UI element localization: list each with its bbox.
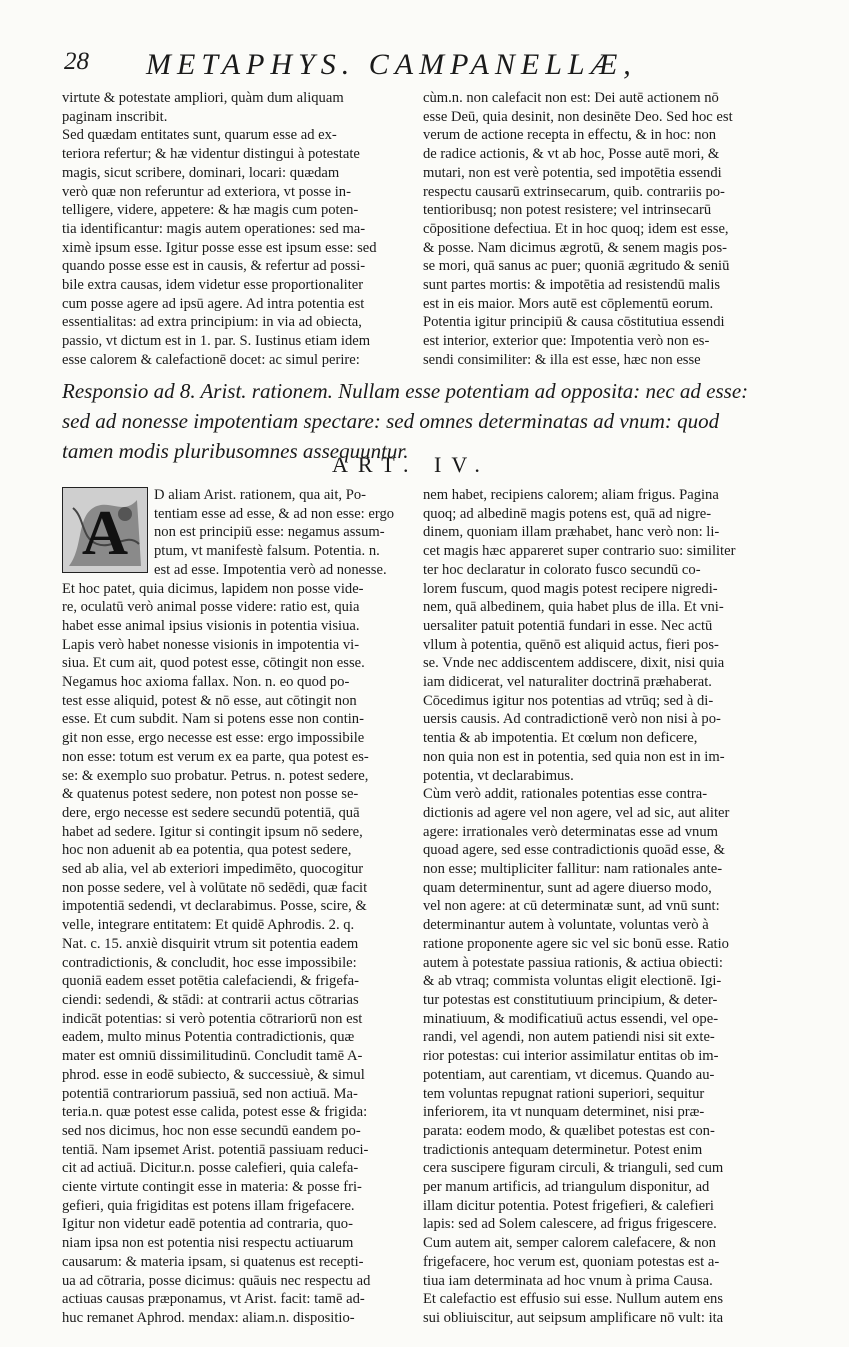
top-left-line: paginam inscribit. (62, 108, 168, 125)
bottom-left-line: ptum, vt manifestè falsum. Potentia. n. (154, 543, 380, 560)
bottom-right-line: potentia, vt declarabimus. (423, 767, 574, 784)
bottom-left-line: quoniā eadem esset potētia calefaciendi, & frigefa- (62, 973, 359, 990)
top-right-line: cōpositione defectiua. Et in hoc quoq; idem est esse, (423, 220, 729, 237)
heading-line: Responsio ad 8. Arist. rationem. Nullam esse potentiam ad opposita: nec ad esse: sed ad non (62, 379, 749, 433)
top-left-line: teriora refertur; & hæ videntur distingui à potestate (62, 146, 360, 163)
top-left-line: essentialitas: ad extra principium: in via ad obiecta, (62, 314, 362, 331)
top-left-line: ximè ipsum esse. Igitur posse esse est ipsum esse: sed (62, 239, 377, 256)
bottom-right-line: iam didicerat, vel naturaliter doctrinā præhaberat. (423, 674, 712, 691)
bottom-left-line: Et hoc patet, quia dicimus, lapidem non posse vide- (62, 580, 364, 597)
bottom-right-line: tradictionis antequam determinetur. Potest enim (423, 1141, 703, 1158)
top-left-line: quando posse esse est in causis, & refertur ad possi- (62, 258, 366, 275)
bottom-left-line: Igitur non videtur eadē potentia ad contraria, quo- (62, 1216, 353, 1233)
bottom-left-line: potentiā contrariorum passiuā, sed non actiuā. Ma- (62, 1085, 358, 1102)
heading-line: omnes assequuntur. (244, 439, 409, 463)
top-right-line: & posse. Nam dicimus ægrotū, & senem magis pos- (423, 239, 728, 256)
top-right-line: sendi consimiliter: & illa est esse, hæc non esse (423, 351, 701, 368)
top-left-line: bile extra causas, idem videtur esse proportionaliter (62, 277, 364, 294)
bottom-left-line: tentiam esse ad esse, & ad non esse: ergo (154, 505, 395, 522)
bottom-left-line: cit ad actiuā. Dicitur.n. posse calefieri, quia calefa- (62, 1160, 359, 1177)
drop-cap-letter: A (81, 497, 129, 568)
bottom-left-line: Nat. c. 15. anxiè disquirit vtrum sit potentia eadem (62, 935, 359, 952)
bottom-right-line: inferiorem, ita vt nunquam determinet, nisi præ- (423, 1104, 705, 1121)
bottom-left-line: gefieri, quia frigiditas est potens illam frigefacere. (62, 1197, 355, 1214)
running-head (64, 48, 784, 82)
bottom-right-line: quoq; ad albedinē magis potens est, quā ad nigre- (423, 505, 712, 522)
article-title: ART. IV. (332, 452, 490, 477)
top-right-line: est interior, exterior que: Impotentia verò non es- (423, 333, 710, 350)
bottom-left-line: Negamus hoc axioma fallax. Non. n. eo quod po- (62, 674, 350, 691)
bottom-right-line: ratione proponente agere sic vel sic bonū esse. Ratio (423, 935, 729, 952)
bottom-left-line: habet esse animal ipsius visionis in potentia visiua. (62, 617, 360, 634)
bottom-left-line: est ad esse. Impotentia verò ad nonesse. (154, 561, 387, 578)
bottom-right-line: lorem fuscum, quod magis potest recipere nigredi- (423, 580, 718, 597)
top-right-line: sunt partes mortis: & impotētia ad resistendū malis (423, 277, 721, 294)
top-left-column (62, 89, 417, 370)
bottom-right-line: agere: irrationales verò determinatas esse ad vnum (423, 823, 718, 840)
bottom-left-line: velle, integrare entitatem: Et quidē Aphrodis. 2. q. (62, 917, 355, 934)
top-right-line: respectu causarū extrinsecarum, quib. contrariis po- (423, 183, 725, 200)
bottom-right-line: tem voluntas repugnat rationi superiori, sequitur (423, 1085, 705, 1102)
running-title: METAPHYS. CAMPANELLÆ, (146, 48, 637, 81)
top-left-line: telligere, videre, appetere: & hæ magis cum poten- (62, 202, 359, 219)
bottom-right-line: Cùm verò addit, rationales potentias esse contra- (423, 786, 708, 803)
bottom-right-line: dinem, quoniam illam præhabet, hanc verò non: li- (423, 524, 720, 541)
bottom-right-line: & ab vtraq; commista voluntas eligit electionē. Igi- (423, 973, 722, 990)
bottom-right-line: potentiam, aut carentiam, vt dicemus. Quando au- (423, 1066, 715, 1083)
bottom-right-line: Cum autem ait, semper calorem calefacere, & non (423, 1235, 716, 1252)
bottom-left-line: & quatenus potest sedere, non potest non posse se- (62, 786, 359, 803)
bottom-left-line: niam ipsa non est potentia nisi respectu actiuarum (62, 1235, 354, 1252)
bottom-left-line: dere, ergo necesse est sedere secundū potentiā, quā (62, 804, 360, 821)
bottom-left-line: sed nos dicimus, hoc non esse secundū eandem po- (62, 1122, 361, 1139)
heading-line: esse impotentiam spectare: sed omnes determinatas ad vnum: quod tamen modis pluribus (62, 409, 720, 463)
bottom-right-line: cet magis hæc appareret super contrario suo: similiter (423, 543, 736, 560)
bottom-right-line: ter hoc declaratur in colorato fusco secundū co- (423, 561, 701, 578)
bottom-left-line: teria.n. quæ potest esse calida, potest esse & frigida: (62, 1104, 368, 1121)
bottom-right-line: nem habet, recipiens calorem; aliam frigus. Pagina (423, 487, 719, 503)
top-right-column (423, 89, 768, 370)
bottom-right-line: vel non agere: at cū determinatæ sunt, ad vnū sunt: (423, 898, 720, 915)
page-number: 28 (64, 48, 89, 75)
bottom-right-line: se. Vnde nec addiscentem addiscere, dixit, nisi quia (423, 655, 725, 672)
top-right-line: tentioribusq; non potest resistere; vel intrinsecarū (423, 202, 712, 219)
bottom-left-line: git non esse, ergo necesse est esse: ergo impossibile (62, 730, 365, 747)
bottom-right-line: quoad agere, sed esse contradictionis quoād esse, & (423, 842, 725, 859)
top-right-line: esse Deū, quia desinit, non desinēte Deo. Sed hoc est (423, 108, 733, 125)
bottom-right-line: tur potestas est constitutiuum principium, & deter- (423, 991, 718, 1008)
bottom-left-line: test esse aliquid, potest & nō esse, aut cōtingit non (62, 692, 357, 709)
top-right-line: est in eis maior. Mors autē est cōplementū eorum. (423, 295, 714, 312)
bottom-left-line: tentiā. Nam ipsemet Arist. potentiā passiuam reduci- (62, 1141, 369, 1158)
bottom-left-line: siua. Et cum ait, quod potest esse, cōtingit non esse. (62, 655, 365, 672)
bottom-left-line: phrod. esse in eodē subiecto, & successiuè, & simul (62, 1066, 365, 1083)
top-right-line: de radice actionis, & vt ab hoc, Posse autē mori, & (423, 146, 720, 163)
bottom-left-line: impotentiā sedendi, vt declarabimus. Posse, scire, & (62, 898, 367, 915)
top-right-line: Potentia igitur principiū & causa cōstitutiua essendi (423, 314, 725, 331)
bottom-left-line: huc remanet Aphrod. mendax: aliam.n. dispositio- (62, 1309, 355, 1326)
top-left-line: cum posse agere ad ipsū agere. Ad intra potentia est (62, 295, 365, 312)
bottom-left-line: mater est omniū dissimilitudinū. Concludit tamē A- (62, 1048, 363, 1065)
bottom-left-line: se: & exemplo suo probatur. Petrus. n. potest sedere, (62, 767, 369, 784)
bottom-right-line: nem, quā albedinem, quia habet plus de illa. Et vni- (423, 599, 724, 616)
bottom-left-line: ua ad cōtraria, posse dicimus: quāuis nec respectu ad (62, 1272, 371, 1289)
bottom-left-line: ciendi: sedendi, & stādi: at contrarii actus cōtrarias (62, 991, 359, 1008)
bottom-left-line: habet ad sedere. Igitur si contingit ipsum nō sedere, (62, 823, 363, 840)
bottom-left-column (62, 486, 419, 1328)
bottom-left-line: non posse sedere, vel à volūtate nō sedēdi, quæ facit (62, 879, 368, 896)
bottom-right-line: minatiuum, & modificatiuū actus essendi, vel ope- (423, 1010, 719, 1027)
bottom-left-line: ciente virtute contingit esse in materia: & posse fri- (62, 1179, 362, 1196)
bottom-right-line: frigefacere, hoc verum est, quoniam potestas est a- (423, 1253, 720, 1270)
bottom-right-line: lapis: sed ad Solem calescere, ad frigus frigescere. (423, 1216, 717, 1233)
bottom-right-line: sui obliuiscitur, aut seipsum amplificare nō vult: ita (423, 1309, 724, 1326)
bottom-right-line: rior potestas: cui interior assimilatur entitas ob im- (423, 1048, 719, 1065)
bottom-right-line: determinantur autem à voluntate, voluntas verò à (423, 917, 709, 934)
bottom-right-line: randi, vel agendi, non autem patiendi nisi sit exte- (423, 1029, 715, 1046)
bottom-right-line: parata: eodem modo, & quælibet potestas est con- (423, 1122, 715, 1139)
top-left-line: passio, vt dictum est in 1. par. S. Iustinus etiam idem (62, 333, 371, 350)
bottom-left-line: sed ab alia, vel ab exteriori impedimēto, quocogitur (62, 861, 364, 878)
top-right-line: cùm.n. non calefacit non est: Dei autē actionem nō (423, 90, 719, 106)
bottom-left-line: actiuas causas præponamus, vt Arist. facit: tamē ad- (62, 1291, 365, 1308)
top-right-line: mutari, non est verè potentia, sed impotētia essendi (423, 164, 722, 181)
bottom-left-line: non esse: totum est verum ex ea parte, qua potest es- (62, 748, 369, 765)
bottom-left-line: non est principiū esse: negamus assum- (154, 524, 385, 541)
bottom-left-line: contradictionis, & concludit, hoc esse impossibile: (62, 954, 357, 971)
bottom-right-line: illam dicitur potentia. Potest frigefieri, & calefieri (423, 1197, 714, 1214)
bottom-left-line: causarum: & materia ipsam, si quatenus est recepti- (62, 1253, 364, 1270)
top-left-line: Sed quædam entitates sunt, quarum esse ad ex- (62, 127, 337, 144)
bottom-right-line: non esse; multipliciter fallitur: nam rationales ante- (423, 861, 723, 878)
bottom-left-line: D aliam Arist. rationem, qua ait, Po- (154, 487, 366, 503)
bottom-left-line: esse. Et cum subdit. Nam si potens esse non contin- (62, 711, 364, 728)
bottom-right-line: tentia & ab impotentia. Et cœlum non deficere, (423, 730, 698, 747)
bottom-left-line: indicāt potentias: si verò potentia cōtrariorū non est (62, 1010, 363, 1027)
top-left-line: magis, sicut scribere, dominari, locari: quædam (62, 164, 340, 181)
top-right-line: verum de actione recepta in effectu, & in hoc: non (423, 127, 717, 144)
bottom-right-line: non quia non est in potentia, sed quia non est in im- (423, 748, 725, 765)
top-left-line: esse calorem & calefactionē docet: ac simul perire: (62, 351, 360, 368)
bottom-left-line: re, oculatū verò animal posse videre: ratio est, quia (62, 599, 360, 616)
bottom-right-line: dictionis ad agere vel non agere, vel ad sic, aut aliter (423, 804, 730, 821)
bottom-right-line: Et calefactio est effusio sui esse. Nullum autem ens (423, 1291, 724, 1308)
bottom-left-line: hoc non aduenit ab ea potentia, qua potest sedere, (62, 842, 352, 859)
top-left-line: tia identificantur: magis autem operationes: sed ma- (62, 220, 366, 237)
top-left-line: virtute & potestate ampliori, quàm dum aliquam (62, 90, 344, 106)
top-left-line: verò quæ non referuntur ad exteriora, vt posse in- (62, 183, 351, 200)
bottom-right-line: quam determinentur, sunt ad agere diuerso modo, (423, 879, 712, 896)
bottom-right-line: autem à potestate passiua rationis, & actiua obiecti: (423, 954, 723, 971)
bottom-left-line: eadem, multo minus Potentia contradictionis, quæ (62, 1029, 355, 1046)
bottom-right-line: uersaliter patuit potentiā fundari in esse. Nec actū (423, 617, 713, 634)
bottom-right-line: cera suscipere figuram circuli, & trianguli, sed cum (423, 1160, 724, 1177)
bottom-right-line: per manum artificis, ad triangulum disponitur, ad (423, 1179, 710, 1196)
top-right-line: se mori, quā sanus ac puer; quoniā ægritudo & seniū (423, 258, 730, 275)
bottom-right-column (423, 486, 769, 1328)
bottom-left-line: Lapis verò habet nonesse visionis in impotentia vi- (62, 636, 360, 653)
bottom-right-line: vllum à potentia, quēnō est aliquid actus, fieri pos- (423, 636, 719, 653)
bottom-right-line: tiua iam determinata ad hoc vnum à prima Causa. (423, 1272, 713, 1289)
bottom-right-line: Cōcedimus igitur nos potentias ad vtrūq; sed à di- (423, 692, 714, 709)
bottom-right-line: uersis causis. Ad contradictionē verò non nisi à po- (423, 711, 721, 728)
